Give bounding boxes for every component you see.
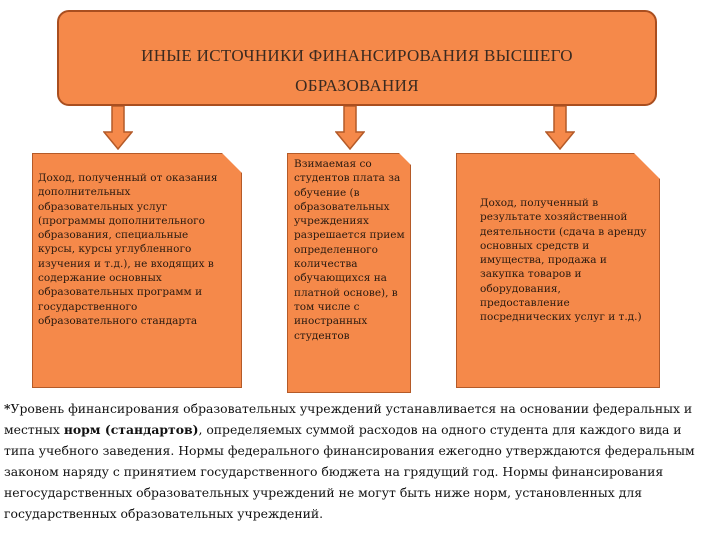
- folded-corner: [222, 153, 242, 173]
- footnote-text-2: , определяемых суммой расходов на одного студента для каждого вида и типа учебного заведения. Нормы федерального финансирования ежегодно утверждаются федеральным законом наряду с принятием государственного бюджета на грядущий год. Нормы финансирования негосударственных образовательных учреждений не могут быть ниже норм, установленных для государственных образовательных учреждений.: [4, 422, 695, 521]
- source-box-text: Доход, полученный в результате хозяйственной деятельности (сдача в аренду основных средств и имущества, продажа и закупка товаров и оборудования, предоставление посреднических услуг и т.д.): [480, 197, 647, 324]
- footnote-bold-term: норм (стандартов): [63, 422, 199, 437]
- footnote-text-1: Уровень финансирования образовательных учреждений устанавливается на основании федеральных и местных: [4, 401, 693, 437]
- title-line-1: ИНЫЕ ИСТОЧНИКИ ФИНАНСИРОВАНИЯ ВЫСШЕГО: [141, 46, 573, 65]
- footnote: [4, 398, 716, 524]
- folded-corner: [634, 153, 660, 179]
- title-box: [57, 10, 657, 106]
- arrow-down-right: [545, 106, 575, 150]
- arrow-down-left: [103, 106, 133, 150]
- source-box-text: Доход, полученный от оказания дополнительных образовательных услуг (программы дополнительного образования, специальные курсы, курсы углубленного изучения и т.д.), не входящих в содержание основных образовательных программ и государственного образовательного стандарта: [38, 172, 218, 327]
- arrow-down-center: [335, 106, 365, 150]
- source-box-additional-services: [32, 153, 242, 388]
- title-line-2: ОБРАЗОВАНИЯ: [295, 76, 419, 95]
- source-box-text: Взимаемая со студентов плата за обучение (в образовательных учреждениях разрешается прием определенного количества обучающихся на платной основе), в том числе с иностранных студентов: [294, 158, 405, 342]
- footnote-asterisk: *: [4, 401, 11, 416]
- source-box-tuition-fees: [287, 153, 411, 393]
- source-box-economic-activity: [456, 153, 660, 388]
